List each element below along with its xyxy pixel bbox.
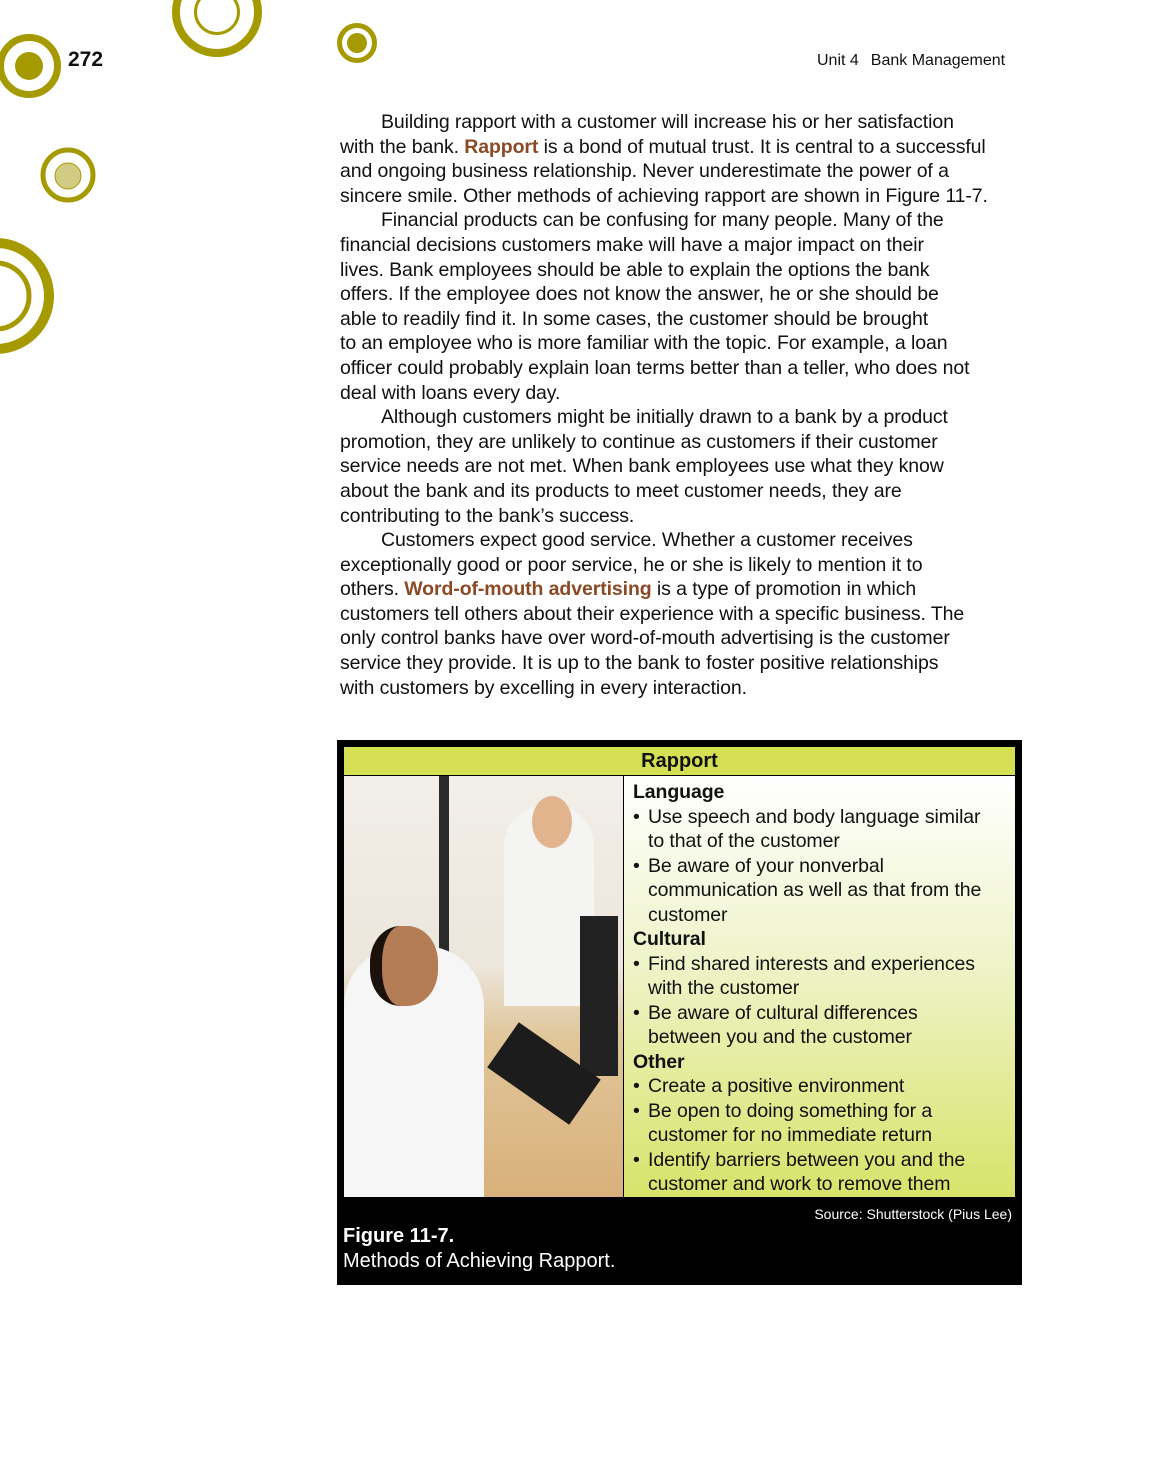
text-line: and ongoing business relationship. Never underestimate the power of a: [340, 160, 949, 183]
text-line: service they provide. It is up to the bank to foster positive relationships: [340, 652, 939, 675]
text-segment: others.: [340, 578, 405, 601]
text-line: about the bank and its products to meet customer needs, they are: [340, 479, 902, 502]
key-term: Word-of-mouth advertising: [404, 578, 652, 601]
decor-dot-small: [347, 33, 367, 53]
rapport-methods-list: [624, 776, 1015, 1197]
bullet-line: • Be aware of cultural differences: [648, 1001, 918, 1024]
running-header: [817, 52, 1117, 70]
figure-title: Rapport: [344, 747, 1015, 775]
text-line: exceptionally good or poor service, he or she is likely to mention it to: [340, 553, 923, 576]
bullet-line: • Use speech and body language similar: [648, 805, 981, 828]
bullet-line: communication as well as that from the: [648, 879, 982, 901]
bullet-item: [633, 805, 1011, 854]
text-line: deal with loans every day.: [340, 381, 561, 404]
decor-dot-mid: [55, 163, 81, 189]
text-line: Although customers might be initially drawn to a bank by a product: [381, 406, 948, 429]
bullet-line: • Create a positive environment: [648, 1075, 905, 1097]
section-heading: Language: [633, 781, 725, 803]
bullet-line: • Identify barriers between you and the: [648, 1148, 966, 1171]
bullet-item: [633, 854, 1011, 928]
man-face: [532, 796, 572, 848]
page-number: 272: [68, 48, 104, 71]
bullet-line: with the customer: [648, 977, 800, 999]
body-text: [340, 110, 1020, 700]
figure-caption: [343, 1224, 615, 1274]
figure-caption-text: Methods of Achieving Rapport.: [343, 1250, 616, 1272]
text-line: lives. Bank employees should be able to explain the options the bank: [340, 258, 930, 281]
key-term: Rapport: [464, 135, 539, 158]
text-line: only control banks have over word-of-mouth advertising is the customer: [340, 627, 950, 650]
text-segment: is a type of promotion in which: [651, 578, 917, 601]
unit-label: Unit 4: [817, 52, 859, 69]
text-line: customers tell others about their experience with a specific business. The: [340, 602, 965, 625]
woman-face: [370, 926, 438, 1006]
text-line: contributing to the bank’s success.: [340, 504, 635, 527]
bullet-line: • Be aware of your nonverbal: [648, 854, 884, 877]
bullet-item: [633, 1001, 1011, 1050]
decor-ring-large-left-inner: [0, 263, 29, 329]
decor-dot-page: [15, 52, 43, 80]
photo-bank-employees: [344, 776, 623, 1197]
bullet-line: to that of the customer: [648, 830, 840, 852]
text-line: offers. If the employee does not know the answer, he or she should be: [340, 283, 939, 306]
decor-ring-large-left: [0, 243, 49, 349]
bullet-line: customer: [648, 903, 728, 926]
text-line: Building rapport with a customer will increase his or her satisfaction: [381, 111, 954, 133]
text-line: sincere smile. Other methods of achieving rapport are shown in Figure 11-7.: [340, 184, 988, 207]
bullet-item: [633, 1074, 1011, 1099]
decor-ring-top: [176, 0, 258, 53]
figure-label: Figure 11-7.: [343, 1225, 455, 1247]
bullet-line: • Find shared interests and experiences: [648, 952, 975, 975]
text-line: service needs are not met. When bank employees use what they know: [340, 455, 944, 478]
image-source: Source: Shutterstock (Pius Lee): [814, 1206, 1012, 1222]
text-line: financial decisions customers make will have a major impact on their: [340, 233, 924, 256]
text-line: promotion, they are unlikely to continue as customers if their customer: [340, 430, 938, 453]
bullet-line: customer and work to remove them: [648, 1173, 951, 1195]
bullet-line: between you and the customer: [648, 1026, 912, 1048]
text-line: Financial products can be confusing for many people. Many of the: [381, 209, 944, 232]
text-segment: is a bond of mutual trust. It is central to a successful: [538, 135, 986, 158]
section-heading: Other: [633, 1050, 685, 1073]
text-line: able to readily find it. In some cases, the customer should be brought: [340, 307, 929, 330]
bullet-item: [633, 1099, 1011, 1148]
bullet-item: [633, 952, 1011, 1001]
bullet-line: customer for no immediate return: [648, 1124, 932, 1146]
text-line: to an employee who is more familiar with the topic. For example, a loan: [340, 332, 948, 355]
bullet-line: • Be open to doing something for a: [648, 1099, 933, 1122]
text-line: [340, 577, 1020, 602]
unit-title: Bank Management: [870, 52, 1006, 69]
text-segment: with the bank.: [340, 135, 465, 158]
text-line: [340, 135, 1020, 160]
decor-ring-top-inner: [196, 0, 239, 34]
text-line: officer could probably explain loan terms better than a teller, who does not: [340, 356, 970, 379]
bullet-item: [633, 1148, 1011, 1197]
figure-11-7: [337, 740, 1022, 1285]
text-line: with customers by excelling in every interaction.: [340, 676, 747, 699]
section-heading: Cultural: [633, 928, 706, 950]
monitor: [580, 916, 618, 1076]
text-line: Customers expect good service. Whether a customer receives: [381, 529, 913, 552]
